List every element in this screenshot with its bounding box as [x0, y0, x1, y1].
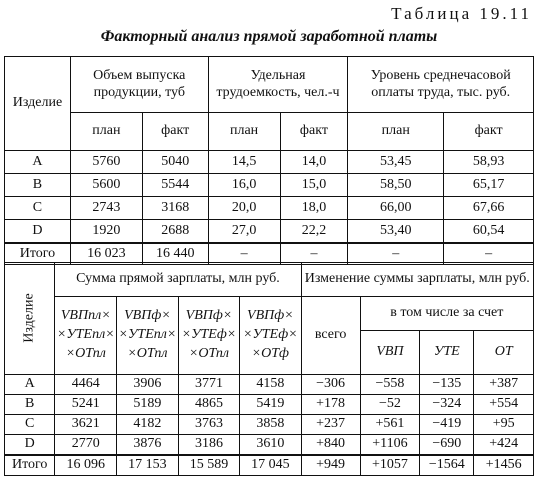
subheader-cell: факт [280, 113, 348, 151]
factor-rate-header: ОТ [474, 331, 534, 375]
value-cell: −558 [360, 375, 420, 395]
wage-change-header: Изменение суммы зарплаты, млн руб. [301, 263, 533, 297]
wage-sum-header: Сумма прямой зарплаты, млн руб. [55, 263, 301, 297]
product-row [5, 415, 534, 435]
value-cell: 3771 [178, 375, 239, 395]
value-cell: +237 [301, 415, 360, 435]
subheader-cell: факт [444, 113, 534, 151]
value-cell: 22,2 [280, 220, 348, 243]
value-cell: 1920 [70, 220, 142, 243]
row-label: A [5, 375, 55, 395]
value-cell: −306 [301, 375, 360, 395]
value-cell: +554 [474, 395, 534, 415]
value-cell: +387 [474, 375, 534, 395]
product-row [5, 395, 534, 415]
value-cell: 4182 [117, 415, 179, 435]
total-row [5, 455, 534, 476]
value-cell: 16 023 [70, 243, 142, 265]
value-cell: – [280, 243, 348, 265]
value-cell: +1456 [474, 455, 534, 476]
product-header: Изделие [5, 263, 55, 375]
value-cell: 3876 [117, 435, 179, 455]
table-number: Таблица 19.11 [391, 4, 532, 23]
value-cell: 3186 [178, 435, 239, 455]
row-label: Итого [5, 243, 71, 265]
value-cell: 2770 [55, 435, 117, 455]
plan-fact-subheader-row [5, 113, 534, 151]
subheader-cell: план [70, 113, 142, 151]
product-row [5, 151, 534, 174]
value-cell: – [444, 243, 534, 265]
value-cell: 3621 [55, 415, 117, 435]
value-cell: 16 440 [142, 243, 208, 265]
value-cell: 53,45 [348, 151, 444, 174]
subheader-cell: план [348, 113, 444, 151]
value-cell: +561 [360, 415, 420, 435]
value-cell: 5600 [70, 174, 142, 197]
formula-fact-fact-fact: VВПф× ×УТЕф× ×ОТф [240, 297, 301, 375]
product-row [5, 375, 534, 395]
value-cell: +178 [301, 395, 360, 415]
factor-volume-header: VВП [360, 331, 420, 375]
value-cell: 5760 [70, 151, 142, 174]
value-cell: 18,0 [280, 197, 348, 220]
value-cell: 16 096 [55, 455, 117, 476]
row-label: D [5, 220, 71, 243]
value-cell: −1564 [420, 455, 474, 476]
row-label: D [5, 435, 55, 455]
total-change-header: всего [301, 297, 360, 375]
value-cell: 5189 [117, 395, 179, 415]
labor-cost-input-table [4, 56, 534, 265]
value-cell: −52 [360, 395, 420, 415]
value-cell: 2743 [70, 197, 142, 220]
row-label: B [5, 174, 71, 197]
value-cell: 67,66 [444, 197, 534, 220]
value-cell: 58,93 [444, 151, 534, 174]
value-cell: 4158 [240, 375, 301, 395]
labor-intensity-header: Удельная трудоемкость, чел.-ч [208, 57, 348, 113]
value-cell: 2688 [142, 220, 208, 243]
value-cell: 4865 [178, 395, 239, 415]
value-cell: 65,17 [444, 174, 534, 197]
product-row [5, 220, 534, 243]
value-cell: 3906 [117, 375, 179, 395]
value-cell: +840 [301, 435, 360, 455]
including-header: в том числе за счет [360, 297, 533, 331]
value-cell: 66,00 [348, 197, 444, 220]
formula-fact-plan-plan: VВПф× ×УТЕпл× ×ОТпл [117, 297, 179, 375]
value-cell: −135 [420, 375, 474, 395]
value-cell: 27,0 [208, 220, 280, 243]
value-cell: 4464 [55, 375, 117, 395]
hourly-rate-header: Уровень среднечасовой оплаты труда, тыс. руб. [348, 57, 534, 113]
value-cell: 15 589 [178, 455, 239, 476]
value-cell: 16,0 [208, 174, 280, 197]
value-cell: +424 [474, 435, 534, 455]
formula-plan-plan-plan: VВПпл× ×УТЕпл× ×ОТпл [55, 297, 117, 375]
value-cell: 20,0 [208, 197, 280, 220]
row-label: A [5, 151, 71, 174]
value-cell: 5419 [240, 395, 301, 415]
row-label: C [5, 415, 55, 435]
value-cell: −419 [420, 415, 474, 435]
value-cell: 5241 [55, 395, 117, 415]
product-row [5, 197, 534, 220]
value-cell: 14,5 [208, 151, 280, 174]
value-cell: 58,50 [348, 174, 444, 197]
value-cell: 60,54 [444, 220, 534, 243]
row-label: C [5, 197, 71, 220]
value-cell: 3610 [240, 435, 301, 455]
value-cell: +1106 [360, 435, 420, 455]
value-cell: 3168 [142, 197, 208, 220]
value-cell: 5544 [142, 174, 208, 197]
wage-factor-analysis-table [4, 262, 534, 476]
value-cell: 15,0 [280, 174, 348, 197]
value-cell: 3763 [178, 415, 239, 435]
value-cell: −690 [420, 435, 474, 455]
subheader-cell: план [208, 113, 280, 151]
value-cell: – [208, 243, 280, 265]
value-cell: 5040 [142, 151, 208, 174]
output-header: Объем выпуска продукции, туб [70, 57, 208, 113]
factor-labor-header: УТЕ [420, 331, 474, 375]
value-cell: 3858 [240, 415, 301, 435]
value-cell: – [348, 243, 444, 265]
value-cell: 53,40 [348, 220, 444, 243]
formula-fact-fact-plan: VВПф× ×УТЕф× ×ОТпл [178, 297, 239, 375]
value-cell: −324 [420, 395, 474, 415]
value-cell: +1057 [360, 455, 420, 476]
row-label: Итого [5, 455, 55, 476]
value-cell: +95 [474, 415, 534, 435]
value-cell: 14,0 [280, 151, 348, 174]
subheader-cell: факт [142, 113, 208, 151]
value-cell: 17 153 [117, 455, 179, 476]
row-label: B [5, 395, 55, 415]
product-header: Изделие [5, 57, 71, 151]
table-title: Факторный анализ прямой заработной платы [100, 28, 438, 45]
product-row [5, 435, 534, 455]
value-cell: +949 [301, 455, 360, 476]
product-row [5, 174, 534, 197]
value-cell: 17 045 [240, 455, 301, 476]
